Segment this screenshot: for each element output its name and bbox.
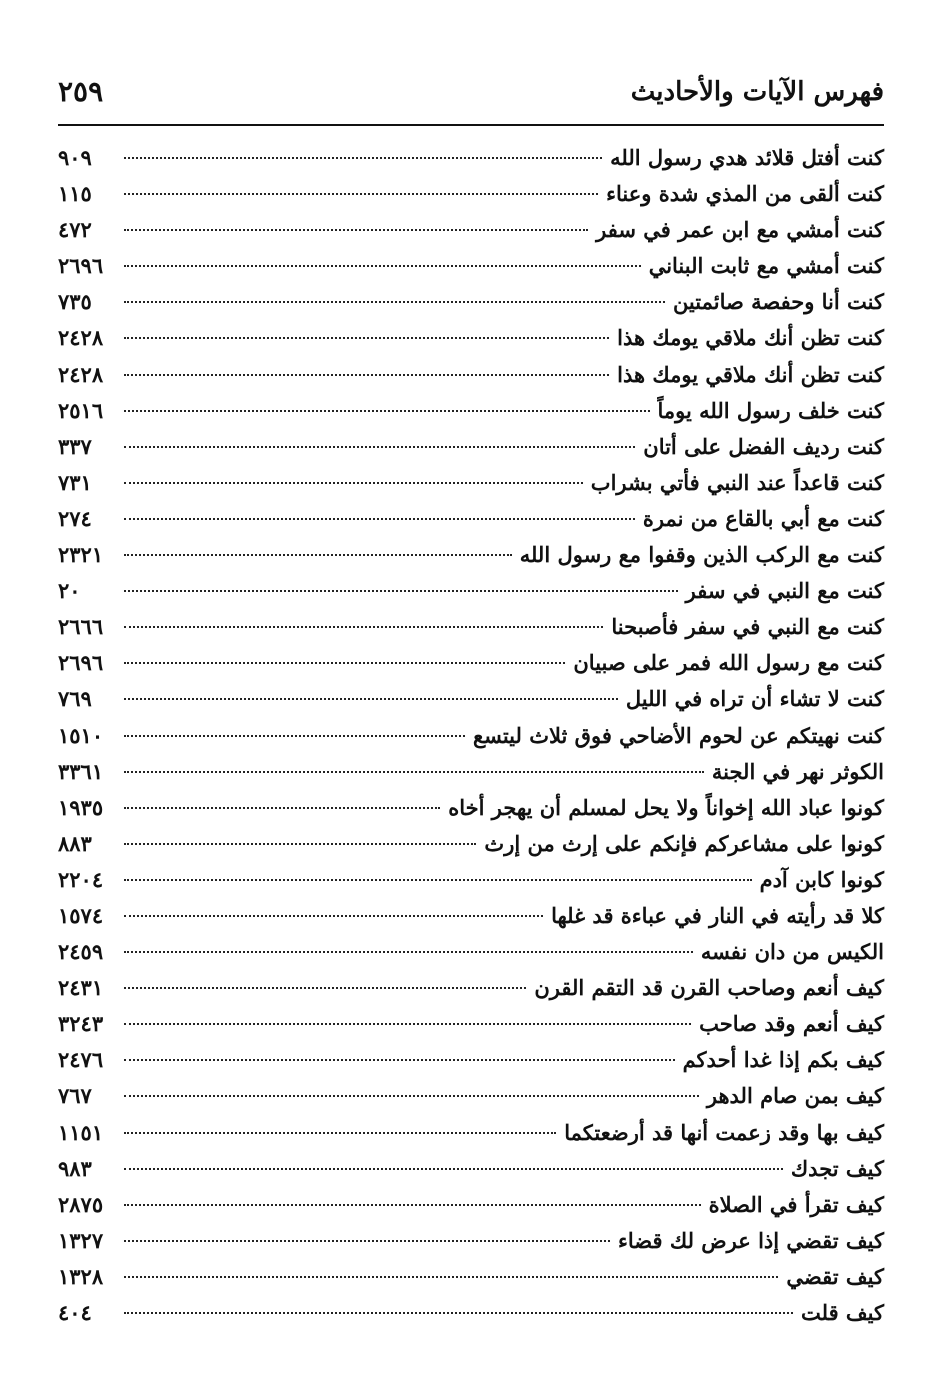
dot-leader (124, 698, 618, 700)
entry-text: كنت لا تشاء أن تراه في الليل (625, 686, 884, 712)
dot-leader (124, 1312, 793, 1314)
dot-leader (124, 1276, 778, 1278)
dot-leader (124, 301, 665, 303)
index-entry (58, 1187, 884, 1223)
index-list (58, 140, 884, 1331)
entry-number: ٢٢٠٤ (58, 866, 104, 892)
entry-text: كنت أمشي مع ابن عمر في سفر (596, 217, 884, 243)
entry-text: كنت مع رسول الله فمر على صبيان (573, 650, 884, 676)
entry-number: ٢٤٢٨ (58, 325, 104, 351)
entry-text: الكيس من دان نفسه (700, 939, 884, 965)
index-entry (58, 754, 884, 790)
entry-number: ٨٨٣ (58, 830, 92, 856)
index-entry (58, 1259, 884, 1295)
dot-leader (124, 518, 635, 520)
entry-number: ١١٥١ (58, 1119, 104, 1145)
dot-leader (124, 374, 609, 376)
index-entry (58, 862, 884, 898)
entry-text: كيف بمن صام الدهر (706, 1083, 884, 1109)
dot-leader (124, 482, 583, 484)
header-rule (58, 124, 884, 126)
entry-text: كنت مع النبي في سفر فأصبحنا (611, 614, 884, 640)
entry-text: كلا قد رأيته في النار في عباءة قد غلها (551, 902, 884, 928)
entry-text: كيف تقضي إذا عرض لك قضاء (618, 1227, 884, 1253)
index-entry (58, 573, 884, 609)
entry-number: ٣٣٧ (58, 433, 92, 459)
entry-number: ٢٠ (58, 578, 81, 604)
dot-leader (124, 1168, 783, 1170)
entry-text: كيف تقرأ في الصلاة (708, 1191, 884, 1217)
dot-leader (124, 157, 602, 159)
entry-text: كنت تظن أنك ملاقي يومك هذا (617, 325, 884, 351)
entry-number: ٤٧٢ (58, 217, 92, 243)
index-entry (58, 537, 884, 573)
entry-text: كنت أفتل قلائد هدي رسول الله (610, 145, 884, 170)
index-entry (58, 790, 884, 826)
index-entry (58, 320, 884, 356)
entry-number: ٢٦٩٦ (58, 650, 104, 676)
dot-leader (124, 1132, 556, 1134)
entry-text: كيف بكم إذا غدا أحدكم (682, 1047, 884, 1073)
entry-text: كونوا على مشاعركم فإنكم على إرث من إرث (484, 830, 884, 856)
dot-leader (124, 843, 476, 845)
index-entry (58, 212, 884, 248)
entry-number: ٢٤٧٦ (58, 1047, 104, 1073)
index-entry (58, 1078, 884, 1114)
entry-text: كيف تجدك (790, 1155, 884, 1181)
index-entry (58, 609, 884, 645)
entry-text: كيف تقضي (786, 1263, 884, 1289)
index-entry (58, 429, 884, 465)
entry-number: ١٣٢٧ (58, 1227, 104, 1253)
index-entry (58, 970, 884, 1006)
dot-leader (124, 1023, 691, 1025)
entry-number: ٩٠٩ (58, 145, 92, 170)
entry-number: ٢٣٢١ (58, 542, 104, 568)
dot-leader (124, 193, 598, 195)
entry-number: ٧٦٩ (58, 686, 92, 712)
index-entry (58, 140, 884, 176)
entry-number: ١٥١٠ (58, 722, 104, 748)
dot-leader (124, 265, 641, 267)
entry-text: كنت أنا وحفصة صائمتين (672, 289, 884, 315)
dot-leader (124, 1240, 610, 1242)
entry-number: ١٥٧٤ (58, 902, 104, 928)
entry-number: ٧٣٥ (58, 289, 92, 315)
index-entry (58, 1151, 884, 1187)
entry-text: كيف قلت (801, 1300, 884, 1325)
dot-leader (124, 229, 588, 231)
index-entry (58, 284, 884, 320)
index-entry (58, 1006, 884, 1042)
page-header (58, 72, 884, 112)
index-entry (58, 898, 884, 934)
dot-leader (124, 662, 565, 664)
index-entry (58, 393, 884, 429)
index-entry (58, 645, 884, 681)
index-entry (58, 357, 884, 393)
index-entry (58, 934, 884, 970)
dot-leader (124, 771, 704, 773)
dot-leader (124, 590, 678, 592)
dot-leader (124, 337, 609, 339)
entry-text: كنت مع الركب الذين وقفوا مع رسول الله (519, 542, 884, 568)
entry-number: ٩٨٣ (58, 1155, 92, 1181)
entry-text: كونوا عباد الله إخواناً ولا يحل لمسلم أن يهجر أخاه (448, 794, 884, 820)
index-entry (58, 176, 884, 212)
index-entry (58, 465, 884, 501)
entry-text: كيف بها وقد زعمت أنها قد أرضعتكما (564, 1119, 884, 1145)
entry-text: كنت رديف الفضل على أتان (643, 433, 884, 459)
entry-number: ٣٣٦١ (58, 758, 104, 784)
entry-number: ٤٠٤ (58, 1300, 92, 1325)
dot-leader (124, 410, 650, 412)
entry-text: كيف أنعم وصاحب القرن قد التقم القرن (534, 975, 884, 1001)
index-entry (58, 826, 884, 862)
entry-number: ٢٤٥٩ (58, 939, 104, 965)
dot-leader (124, 554, 512, 556)
entry-text: كنت ألقى من المذي شدة وعناء (606, 181, 884, 207)
entry-number: ٢٧٤ (58, 505, 92, 531)
entry-text: الكوثر نهر في الجنة (711, 758, 884, 784)
dot-leader (124, 446, 635, 448)
dot-leader (124, 1059, 675, 1061)
entry-number: ٢٤٢٨ (58, 361, 104, 387)
entry-text: كنت أمشي مع ثابت البناني (648, 253, 884, 279)
dot-leader (124, 626, 603, 628)
entry-number: ١٣٢٨ (58, 1263, 104, 1289)
dot-leader (124, 1095, 699, 1097)
entry-text: كونوا كابن آدم (759, 866, 884, 892)
entry-number: ١١٥ (58, 181, 92, 207)
entry-text: كنت مع أبي بالقاع من نمرة (642, 505, 884, 531)
index-entry (58, 681, 884, 717)
entry-text: كنت مع النبي في سفر (685, 578, 884, 604)
index-entry (58, 1295, 884, 1331)
entry-text: كنت نهيتكم عن لحوم الأضاحي فوق ثلاث ليتسع (472, 722, 884, 748)
index-entry (58, 248, 884, 284)
entry-text: كنت خلف رسول الله يوماً (657, 397, 884, 423)
index-entry (58, 1223, 884, 1259)
dot-leader (124, 915, 543, 917)
index-entry (58, 1042, 884, 1078)
page-number: ٢٥٩ (58, 75, 104, 108)
entry-number: ٢٤٣١ (58, 975, 104, 1001)
entry-number: ٢٦٩٦ (58, 253, 104, 279)
entry-number: ١٩٣٥ (58, 794, 104, 820)
page-title: فهرس الآيات والأحاديث (630, 77, 884, 107)
entry-number: ٢٨٧٥ (58, 1191, 104, 1217)
entry-number: ٢٦٦٦ (58, 614, 104, 640)
entry-number: ٧٦٧ (58, 1083, 92, 1109)
dot-leader (124, 951, 693, 953)
entry-text: كنت قاعداً عند النبي فأتي بشراب (590, 469, 884, 495)
index-entry (58, 501, 884, 537)
dot-leader (124, 1204, 701, 1206)
entry-text: كنت تظن أنك ملاقي يومك هذا (617, 361, 884, 387)
entry-number: ٧٣١ (58, 469, 92, 495)
dot-leader (124, 879, 752, 881)
entry-text: كيف أنعم وقد صاحب (699, 1011, 884, 1037)
dot-leader (124, 987, 526, 989)
entry-number: ٢٥١٦ (58, 397, 104, 423)
dot-leader (124, 735, 465, 737)
entry-number: ٣٢٤٣ (58, 1011, 104, 1037)
dot-leader (124, 807, 440, 809)
index-entry (58, 718, 884, 754)
index-entry (58, 1115, 884, 1151)
